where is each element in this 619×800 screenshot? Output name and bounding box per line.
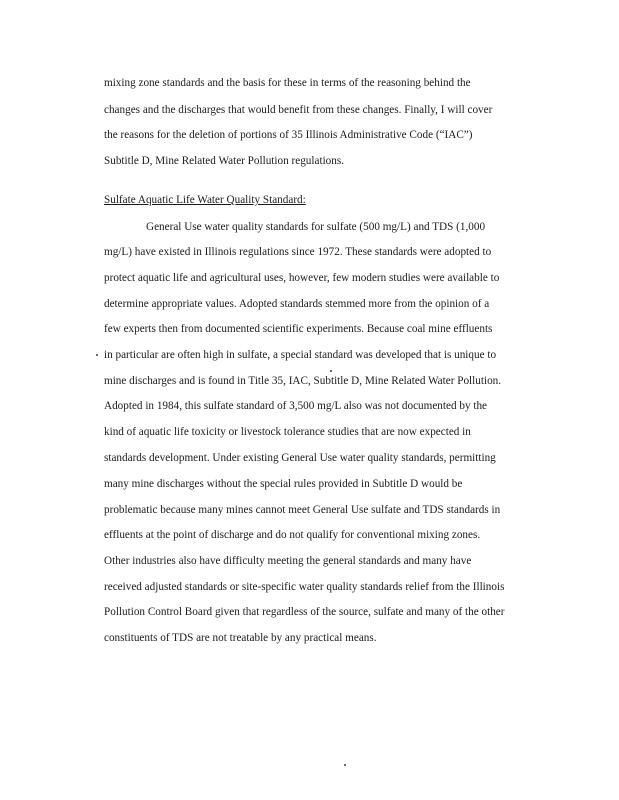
body-line-13: effluents at the point of discharge and do not qualify for conventional mixing zones. xyxy=(104,529,481,541)
body-line-2: mg/L) have existed in Illinois regulations since 1972. These standards were adopted to xyxy=(104,246,492,258)
body-line-7: mine discharges and is found in Title 35, IAC, Subtitle D, Mine Related Water Pollution. xyxy=(104,375,502,387)
body-line-14: Other industries also have difficulty meeting the general standards and many have xyxy=(104,555,472,567)
body-line-12: problematic because many mines cannot meet General Use sulfate and TDS standards in xyxy=(104,504,501,516)
intro-line-4: Subtitle D, Mine Related Water Pollution regulations. xyxy=(104,155,345,167)
body-line-8: Adopted in 1984, this sulfate standard of 3,500 mg/L also was not documented by the xyxy=(104,400,488,412)
scan-speck xyxy=(344,764,346,766)
body-line-16: Pollution Control Board given that regardless of the source, sulfate and many of the other xyxy=(104,606,505,618)
section-heading: Sulfate Aquatic Life Water Quality Standard: xyxy=(104,194,306,206)
scan-speck xyxy=(330,370,332,372)
body-line-5: few experts then from documented scientific experiments. Because coal mine effluents xyxy=(104,323,493,335)
intro-line-2: changes and the discharges that would benefit from these changes. Finally, I will cover xyxy=(104,104,493,116)
body-line-11: many mine discharges without the special rules provided in Subtitle D would be xyxy=(104,478,463,490)
body-line-3: protect aquatic life and agricultural uses, however, few modern studies were available to xyxy=(104,272,500,284)
intro-line-3: the reasons for the deletion of portions of 35 Illinois Administrative Code (“IAC”) xyxy=(104,129,473,141)
scan-speck xyxy=(96,354,98,356)
body-line-1: General Use water quality standards for sulfate (500 mg/L) and TDS (1,000 xyxy=(146,221,486,233)
body-line-10: standards development. Under existing General Use water quality standards, permitting xyxy=(104,452,496,464)
body-line-6: in particular are often high in sulfate, a special standard was developed that is unique to xyxy=(104,349,497,361)
intro-line-1: mixing zone standards and the basis for these in terms of the reasoning behind the xyxy=(104,77,471,89)
body-line-17: constituents of TDS are not treatable by any practical means. xyxy=(104,632,377,644)
body-line-15: received adjusted standards or site-specific water quality standards relief from the Illinois xyxy=(104,581,505,593)
body-line-9: kind of aquatic life toxicity or livestock tolerance studies that are now expected in xyxy=(104,426,471,438)
body-line-4: determine appropriate values. Adopted standards stemmed more from the opinion of a xyxy=(104,298,490,310)
